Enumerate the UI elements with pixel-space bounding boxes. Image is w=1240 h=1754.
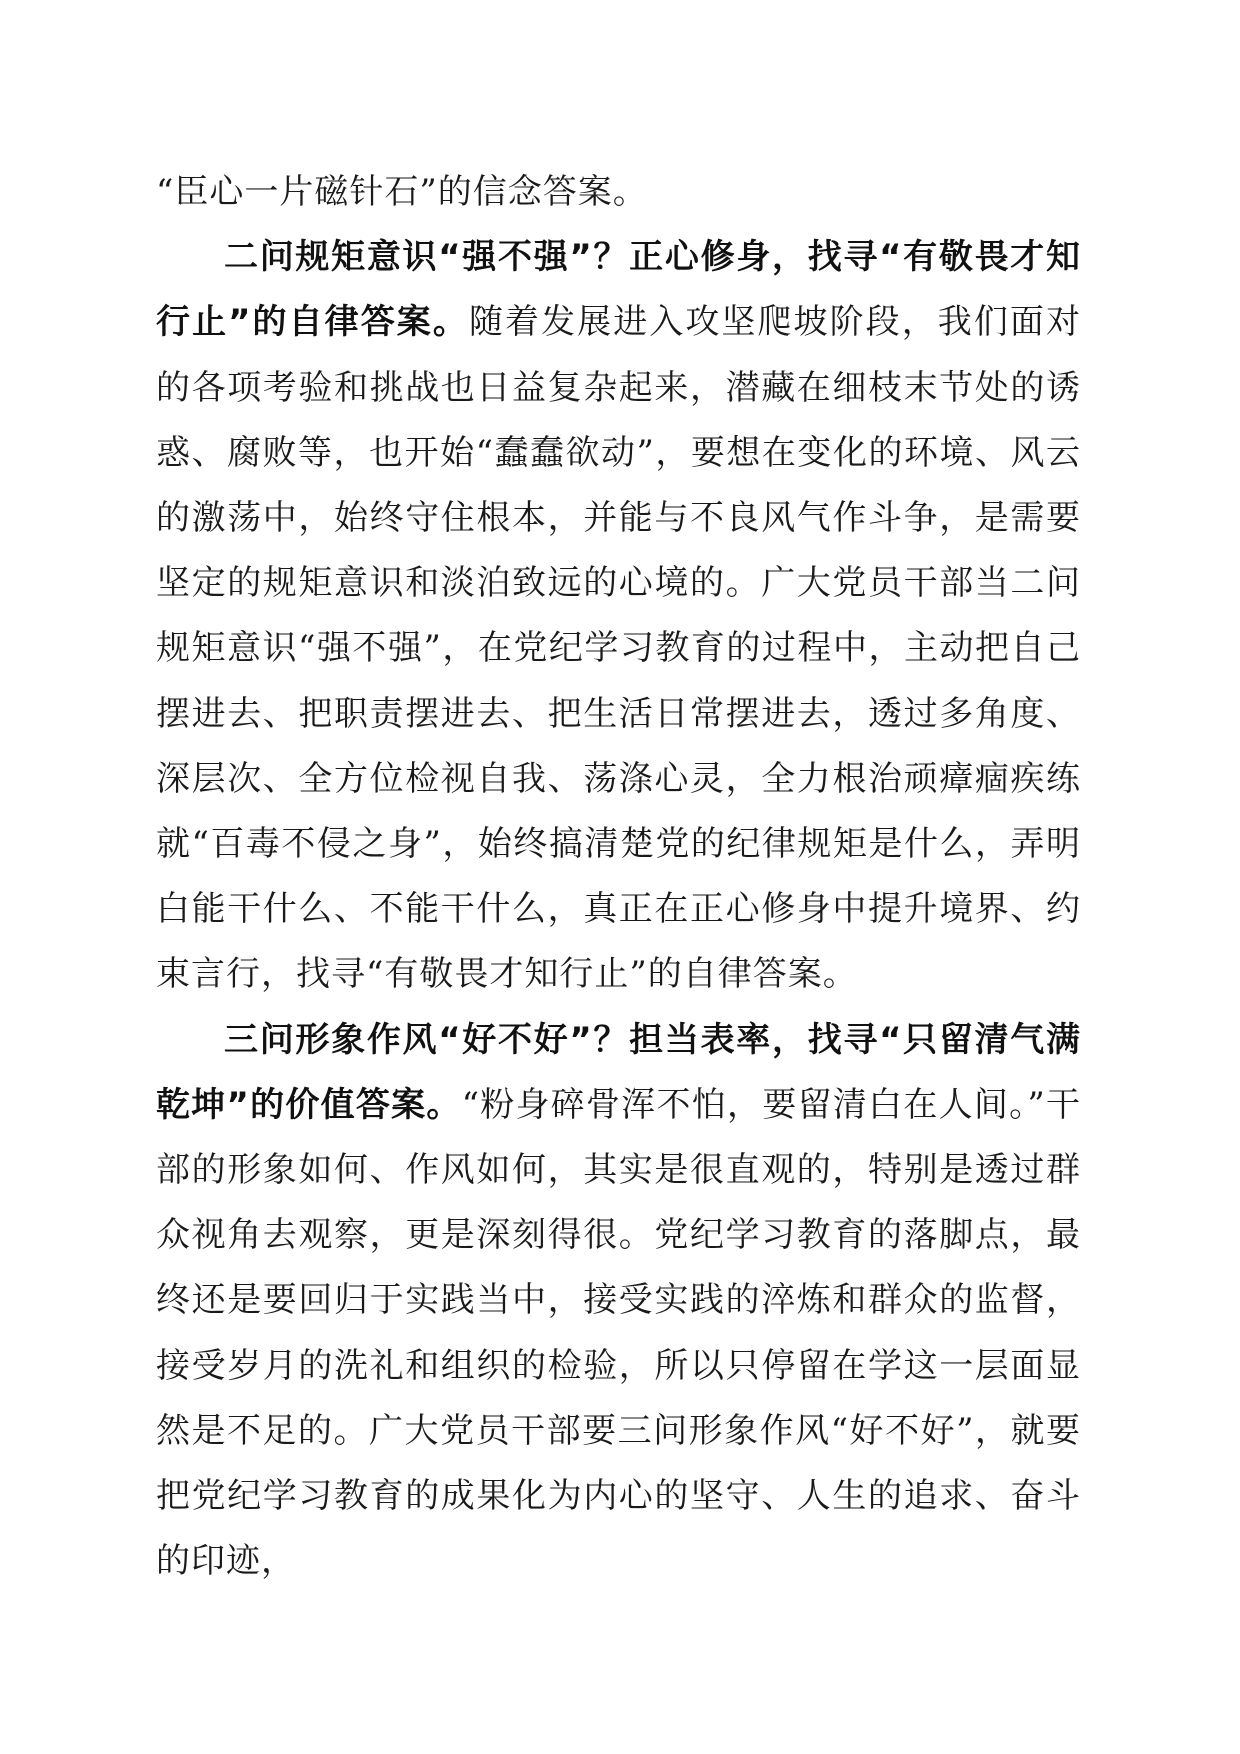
paragraph-discipline <box>156 225 1081 1007</box>
paragraph-conduct <box>156 1008 1081 1595</box>
paragraph-body: “臣心一片磁针石”的信念答案。 <box>156 172 648 212</box>
body-text <box>156 160 1081 1594</box>
paragraph-continuation <box>156 160 1081 225</box>
paragraph-lead: 三问形象作风“好不好”？担当表率，找寻“只留清气满乾坤”的价值答案。 <box>156 1019 1081 1125</box>
paragraph-lead: 二问规矩意识“强不强”？正心修身，找寻“有敬畏才知行止”的自律答案。 <box>156 237 1081 343</box>
paragraph-body: 随着发展进入攻坚爬坡阶段，我们面对的各项考验和挑战也日益复杂起来，潜藏在细枝末节处的诱惑、腐败等，也开始“蠢蠢欲动”，要想在变化的环境、风云的激荡中，始终守住根本，并能与不良风气作斗争，是需要坚定的规矩意识和淡泊致远的心境的。广大党员干部当二问规矩意识“强不强”，在党纪学习教育的过程中，主动把自己摆进去、把职责摆进去、把生活日常摆进去，透过多角度、深层次、全方位检视自我、荡涤心灵，全力根治顽瘴痼疾练就“百毒不侵之身”，始终搞清楚党的纪律规矩是什么，弄明白能干什么、不能干什么，真正在正心修身中提升境界、约束言行，找寻“有敬畏才知行止”的自律答案。 <box>156 302 1081 995</box>
paragraph-body: “粉身碎骨浑不怕，要留清白在人间。”干部的形象如何、作风如何，其实是很直观的，特别是透过群众视角去观察，更是深刻得很。党纪学习教育的落脚点，最终还是要回归于实践当中，接受实践的淬炼和群众的监督，接受岁月的洗礼和组织的检验，所以只停留在学这一层面显然是不足的。广大党员干部要三问形象作风“好不好”，就要把党纪学习教育的成果化为内心的坚守、人生的追求、奋斗的印迹， <box>156 1084 1081 1582</box>
